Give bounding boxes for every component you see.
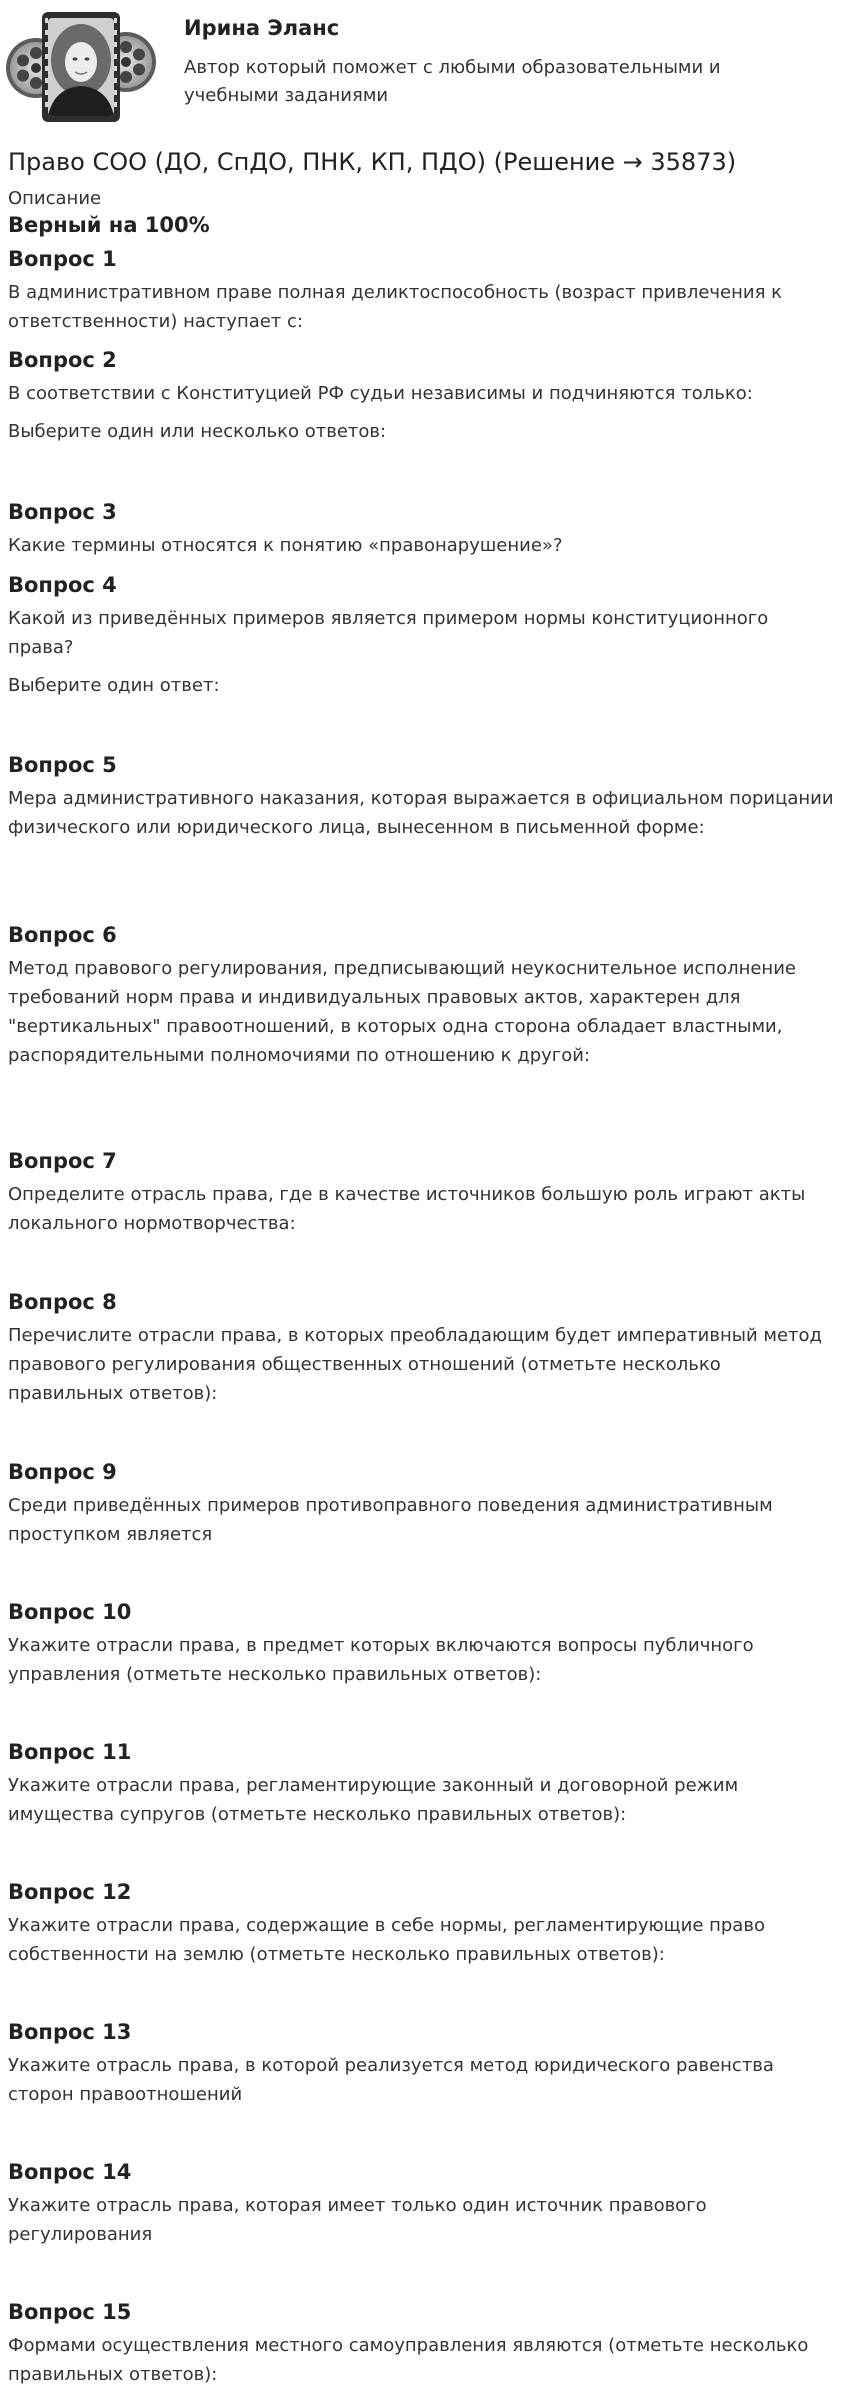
- question-title: Вопрос 13: [8, 2020, 132, 2044]
- question-text: Перечислите отрасли права, в которых преобладающим будет императивный метод правового регулирования общественных отношений (отметьте несколько правильных ответов):: [8, 1325, 822, 1404]
- page-title: Право СОО (ДО, СпДО, ПНК, КП, ПДО) (Решение → 35873): [8, 148, 737, 176]
- question-11: [8, 1737, 838, 1829]
- question-text: Укажите отрасли права, содержащие в себе нормы, регламентирующие право собственности на землю (отметьте несколько правильных ответов):: [8, 1915, 765, 1965]
- question-instruction: Выберите один или несколько ответов:: [8, 421, 387, 442]
- question-text: Метод правового регулирования, предписывающий неукоснительное исполнение требований норм права и индивидуальных правовых актов, характерен для "вертикальных" правоотношений, в которых одна сторона обладает властными, распорядительными полномочиями по отношению к другой:: [8, 958, 796, 1066]
- question-text: Укажите отрасли права, регламентирующие законный и договорной режим имущества супругов (отметьте несколько правильных ответов):: [8, 1775, 739, 1825]
- question-text: Определите отрасль права, где в качестве источников большую роль играют акты локального нормотворчества:: [8, 1184, 806, 1234]
- author-description: Автор который поможет с любыми образовательными и учебными заданиями: [184, 57, 721, 106]
- author-name[interactable]: Ирина Эланс: [184, 16, 340, 40]
- question-12: [8, 1877, 838, 1969]
- question-text: Какие термины относятся к понятию «правонарушение»?: [8, 535, 563, 556]
- author-card: [6, 4, 836, 130]
- question-title: Вопрос 6: [8, 923, 117, 947]
- question-5: [8, 750, 838, 842]
- question-15: [8, 2297, 838, 2389]
- question-title: Вопрос 7: [8, 1149, 117, 1173]
- question-2: [8, 345, 838, 446]
- question-text: Укажите отрасли права, в предмет которых включаются вопросы публичного управления (отметьте несколько правильных ответов):: [8, 1635, 754, 1685]
- question-8: [8, 1287, 838, 1408]
- question-6: [8, 920, 838, 1070]
- question-1: [8, 244, 838, 336]
- question-title: Вопрос 2: [8, 348, 117, 372]
- question-text: Укажите отрасль права, которая имеет только один источник правового регулирования: [8, 2195, 707, 2245]
- question-title: Вопрос 15: [8, 2300, 132, 2324]
- description-label: Описание: [8, 188, 102, 209]
- question-7: [8, 1146, 838, 1238]
- question-title: Вопрос 14: [8, 2160, 132, 2184]
- question-text: Укажите отрасль права, в которой реализуется метод юридического равенства сторон правоотношений: [8, 2055, 774, 2105]
- question-text: В соответствии с Конституцией РФ судьи независимы и подчиняются только:: [8, 383, 753, 404]
- question-9: [8, 1457, 838, 1549]
- question-title: Вопрос 11: [8, 1740, 132, 1764]
- question-text: Формами осуществления местного самоуправления являются (отметьте несколько правильных ответов):: [8, 2335, 809, 2385]
- correct-label: Верный на 100%: [8, 213, 210, 237]
- question-text: Какой из приведённых примеров является примером нормы конституционного права?: [8, 608, 769, 658]
- question-text: В административном праве полная деликтоспособность (возраст привлечения к ответственности) наступает с:: [8, 282, 782, 332]
- question-text: Мера административного наказания, которая выражается в официальном порицании физического или юридического лица, вынесенном в письменной форме:: [8, 788, 834, 838]
- question-title: Вопрос 10: [8, 1600, 132, 1624]
- question-title: Вопрос 5: [8, 753, 117, 777]
- question-10: [8, 1597, 838, 1689]
- question-title: Вопрос 4: [8, 573, 117, 597]
- question-title: Вопрос 12: [8, 1880, 132, 1904]
- question-13: [8, 2017, 838, 2109]
- question-3: [8, 497, 838, 560]
- question-14: [8, 2157, 838, 2249]
- question-title: Вопрос 9: [8, 1460, 117, 1484]
- question-text: Среди приведённых примеров противоправного поведения административным проступком является: [8, 1495, 773, 1545]
- question-instruction: Выберите один ответ:: [8, 675, 220, 696]
- question-title: Вопрос 8: [8, 1290, 117, 1314]
- question-title: Вопрос 3: [8, 500, 117, 524]
- author-avatar[interactable]: [6, 4, 156, 130]
- film-reel-avatar-icon: [6, 4, 156, 130]
- question-4: [8, 570, 838, 700]
- question-title: Вопрос 1: [8, 247, 117, 271]
